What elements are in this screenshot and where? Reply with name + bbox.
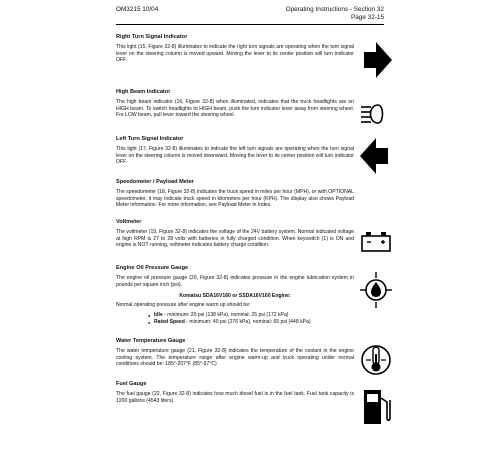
speedometer-title: Speedometer / Payload Meter [116, 179, 195, 185]
voltmeter-body: The voltmeter (19, Figure 32-8) indicates the voltage of the 24V battery system. Normal indicated voltage at high RPM is 27 to 28 volts with batteries in fully charged condition. When keyswitch (1) is ON and engine is NOT running, voltmeter indicates battery charge condition. [116, 229, 354, 249]
fuel-title: Fuel Gauge [116, 381, 147, 387]
oil-pressure-title: Engine Oil Pressure Gauge [116, 265, 189, 271]
high-beam-section [116, 89, 354, 119]
oil-pressure-section [116, 265, 354, 327]
header-document-id: OM3215 10/04 [116, 6, 159, 13]
oil-pressure-icon [358, 270, 394, 310]
battery-icon [358, 228, 394, 254]
engine-subhead: Komatsu SDA16V160 or SSDA16V160 Engine: [179, 293, 291, 300]
high-beam-title: High Beam Indicator [116, 89, 171, 95]
header-page-number: Page 32-15 [350, 14, 384, 21]
water-temp-title: Water Temperature Gauge [116, 338, 186, 344]
rated-speed-label: Rated Speed [154, 319, 185, 326]
header-section-title: Operating Instructions - Section 32 [285, 6, 384, 13]
idle-text: - minimum: 20 psi (138 kPa), nominal: 25 psi (172 kPa) [162, 311, 289, 318]
pressure-list [116, 312, 354, 327]
right-turn-section [116, 34, 354, 64]
rated-speed-text: - minimum: 40 psi (276 kPa), nominal: 65 psi (448 kPa) [184, 319, 311, 326]
list-item [154, 319, 354, 327]
oil-pressure-body: The engine oil pressure gauge (20, Figure 32-8) indicates pressure in the engine lubrication system in pounds per square inch (psi). [116, 275, 354, 288]
right-turn-title: Right Turn Signal Indicator [116, 34, 188, 40]
header-rule [116, 24, 384, 25]
right-arrow-icon [358, 40, 394, 80]
left-turn-body: This light (17, Figure 32-8) illuminates to indicate the left turn signals are operating when the turn signal lever on the steering column is moved downward. Moving the lever to its center position will turn indicator OFF. [116, 146, 354, 166]
right-turn-body: This light (15, Figure 32-8) illuminates to indicate the right turn signals are operating when the turn signal lever on the steering column is moved upward. Moving the lever to its center position will turn indicator OFF. [116, 44, 354, 64]
thermometer-icon [358, 340, 394, 380]
water-temp-section [116, 338, 354, 368]
fuel-section [116, 381, 354, 404]
idle-label: Idle [154, 311, 163, 318]
fuel-pump-icon [358, 386, 394, 426]
speedometer-section [116, 179, 354, 209]
headlight-icon [358, 96, 394, 132]
speedometer-body: The speedometer (18, Figure 32-8) indicates the truck speed in miles per hour (MPH), or with OPTIONAL speedometer, it may indicate truck speed in kilometers per hour (KPH). The display also shows Payload Meter information. For more information, see Payload Meter in Index. [116, 189, 354, 209]
voltmeter-title: Voltmeter [116, 219, 142, 225]
water-temp-body: The water temperature gauge (21, Figure 32-8) indicates the temperature of the coolant in the engine cooling system. The temperature range after engine warm-up and truck operating under normal conditions should be: 185°-207°F (85°-97°C) [116, 348, 354, 368]
header-section-info [286, 6, 384, 22]
voltmeter-section [116, 219, 354, 249]
list-item [154, 312, 354, 320]
normal-pressure-text: Normal operating pressure after engine warm up should be: [116, 302, 251, 309]
fuel-body: The fuel gauge (22, Figure 32-8) indicates how much diesel fuel is in the fuel tank. Fuel tank capacity is 1200 gallons (4543 liters). [116, 391, 354, 404]
left-turn-section [116, 136, 354, 166]
left-arrow-icon [358, 136, 394, 176]
left-turn-title: Left Turn Signal Indicator [116, 136, 184, 142]
high-beam-body: The high beam indicator (16, Figure 32-8) when illuminated, indicates that the truck headlights are on HIGH beam. To switch headlights to HIGH beam, push the turn indicator lever away from steering wheel. For LOW beam, pull lever toward the steering wheel. [116, 99, 354, 119]
